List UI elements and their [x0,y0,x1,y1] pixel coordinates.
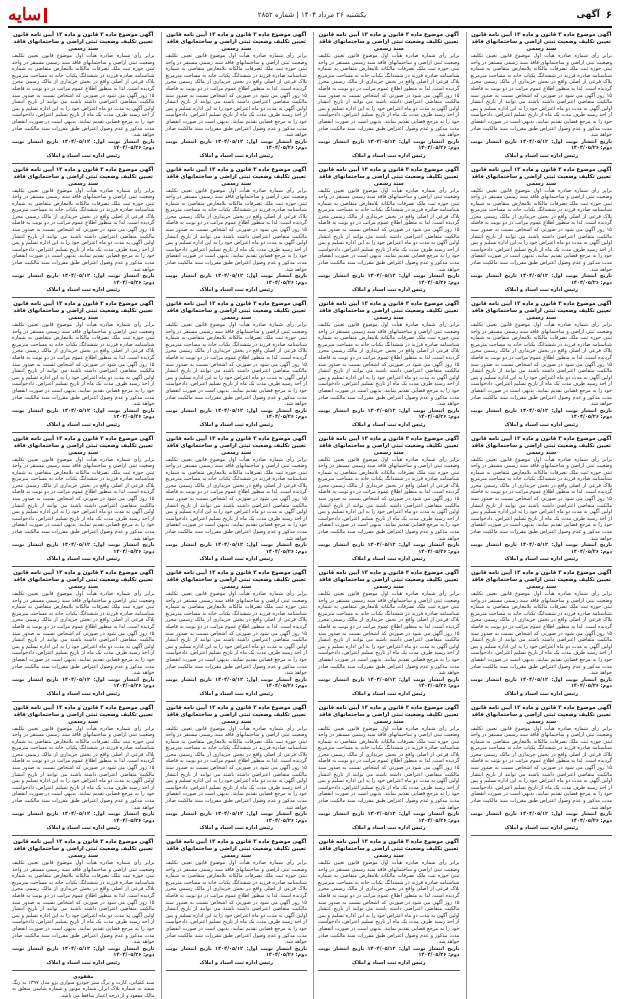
notice-signature: رئیس اداره ثبت اسناد و املاک [166,691,308,698]
notice-body: برابر رأی شماره صادره هیأت اول موضوع قانون تعیین تکلیف وضعیت ثبتی اراضی و ساختمانهای فاقد سند رسمی مستقر در واحد ثبتی حوزه ثبت ملک تصرفات مالکانه بلامعارض متقاضی به شماره شناسنامه صادره فرزند در ششدانگ یکباب خانه به مساحت مترمربع پلاک فرعی از اصلی واقع در بخش خریداری از مالک رسمی محرز گردیده است. لذا به منظور اطلاع عموم مراتب در دو نوبت به فاصله ۱۵ روز آگهی می شود در صورتی که اشخاص نسبت به صدور سند مالکیت متقاضی اعتراضی داشته باشند می توانند از تاریخ انتشار اولین آگهی به مدت دو ماه اعتراض خود را به این اداره تسلیم و پس از اخذ رسید ظرف مدت یک ماه از تاریخ تسلیم اعتراض، دادخواست خود را به مرجع قضایی تقدیم نمایند. بدیهی است در صورت انقضای مدت مذکور و عدم وصول اعتراض طبق مقررات سند مالکیت صادر خواهد شد. [12,726,155,812]
notice-dates: تاریخ انتشار نوبت اول: ۱۴۰۴/۰۵/۱۲ تاریخ انتشار نوبت دوم: ۱۴۰۴/۰۵/۲۶ [471,677,613,690]
notice-body: برابر رأی شماره صادره هیأت اول موضوع قانون تعیین تکلیف وضعیت ثبتی اراضی و ساختمانهای فاقد سند رسمی مستقر در واحد ثبتی حوزه ثبت ملک تصرفات مالکانه بلامعارض متقاضی به شماره شناسنامه صادره فرزند در ششدانگ یکباب خانه به مساحت مترمربع پلاک فرعی از اصلی واقع در بخش خریداری از مالک رسمی محرز گردیده است. لذا به منظور اطلاع عموم مراتب در دو نوبت به فاصله ۱۵ روز آگهی می شود در صورتی که اشخاص نسبت به صدور سند مالکیت متقاضی اعتراضی داشته باشند می توانند از تاریخ انتشار اولین آگهی به مدت دو ماه اعتراض خود را به این اداره تسلیم و پس از اخذ رسید ظرف مدت یک ماه از تاریخ تسلیم اعتراض، دادخواست خود را به مرجع قضایی تقدیم نمایند. بدیهی است در صورت انقضای مدت مذکور و عدم وصول اعتراض طبق مقررات سند مالکیت صادر خواهد شد. [12,860,155,946]
notice-dates: تاریخ انتشار نوبت اول: ۱۴۰۴/۰۵/۱۲ تاریخ انتشار نوبت دوم: ۱۴۰۴/۰۵/۲۶ [166,946,308,959]
logo [8,5,47,25]
notice-signature: رئیس اداره ثبت اسناد و املاک [166,287,308,294]
notice [12,32,155,164]
notice-title: آگهی موضوع ماده ۳ قانون و ماده ۱۳ آیین نامه قانون تعیین تکلیف وضعیت ثبتی اراضی و ساختمانهای فاقد سند رسمی [318,301,460,322]
notice-title: آگهی موضوع ماده ۳ قانون و ماده ۱۳ آیین نامه قانون تعیین تکلیف وضعیت ثبتی اراضی و ساختمانهای فاقد سند رسمی [166,705,308,726]
notice-dates: تاریخ انتشار نوبت اول: ۱۴۰۴/۰۵/۱۲ تاریخ انتشار نوبت دوم: ۱۴۰۴/۰۵/۲۶ [318,946,460,959]
notice-divider [471,163,613,164]
notice-title: آگهی موضوع ماده ۳ قانون و ماده ۱۳ آیین نامه قانون تعیین تکلیف وضعیت ثبتی اراضی و ساختمانهای فاقد سند رسمی [12,705,155,726]
notice-signature: رئیس اداره ثبت اسناد و املاک [166,153,308,160]
notice [318,32,460,164]
notice-dates: تاریخ انتشار نوبت اول: ۱۴۰۴/۰۵/۱۲ تاریخ انتشار نوبت دوم: ۱۴۰۴/۰۵/۲۶ [12,946,155,959]
notice-title: آگهی موضوع ماده ۳ قانون و ماده ۱۳ آیین نامه قانون تعیین تکلیف وضعیت ثبتی اراضی و ساختمانهای فاقد سند رسمی [166,32,308,53]
notice-signature: رئیس اداره ثبت اسناد و املاک [166,960,308,967]
notice-signature: رئیس اداره ثبت اسناد و املاک [471,556,613,563]
notice-dates: تاریخ انتشار نوبت اول: ۱۴۰۴/۰۵/۱۲ تاریخ انتشار نوبت دوم: ۱۴۰۴/۰۵/۲۶ [166,677,308,690]
notice-divider [166,835,308,836]
notice [12,301,155,433]
notice-title: آگهی موضوع ماده ۳ قانون و ماده ۱۳ آیین نامه قانون تعیین تکلیف وضعیت ثبتی اراضی و ساختمانهای فاقد سند رسمی [166,167,308,188]
notice [318,570,460,702]
notice-divider [166,701,308,702]
notice-divider [471,835,613,836]
notice-title: آگهی موضوع ماده ۳ قانون و ماده ۱۳ آیین نامه قانون تعیین تکلیف وضعیت ثبتی اراضی و ساختمانهای فاقد سند رسمی [471,570,613,591]
notice-dates: تاریخ انتشار نوبت اول: ۱۴۰۴/۰۵/۱۲ تاریخ انتشار نوبت دوم: ۱۴۰۴/۰۵/۲۶ [471,811,613,824]
notice-divider [318,970,460,971]
notice-body: برابر رأی شماره صادره هیأت اول موضوع قانون تعیین تکلیف وضعیت ثبتی اراضی و ساختمانهای فاقد سند رسمی مستقر در واحد ثبتی حوزه ثبت ملک تصرفات مالکانه بلامعارض متقاضی به شماره شناسنامه صادره فرزند در ششدانگ یکباب خانه به مساحت مترمربع پلاک فرعی از اصلی واقع در بخش خریداری از مالک رسمی محرز گردیده است. لذا به منظور اطلاع عموم مراتب در دو نوبت به فاصله ۱۵ روز آگهی می شود در صورتی که اشخاص نسبت به صدور سند مالکیت متقاضی اعتراضی داشته باشند می توانند از تاریخ انتشار اولین آگهی به مدت دو ماه اعتراض خود را به این اداره تسلیم و پس از اخذ رسید ظرف مدت یک ماه از تاریخ تسلیم اعتراض، دادخواست خود را به مرجع قضایی تقدیم نمایند. بدیهی است در صورت انقضای مدت مذکور و عدم وصول اعتراض طبق مقررات سند مالکیت صادر خواهد شد. [318,591,460,677]
notice [166,167,308,299]
notice-divider [318,566,460,567]
notice-body: برابر رأی شماره صادره هیأت اول موضوع قانون تعیین تکلیف وضعیت ثبتی اراضی و ساختمانهای فاقد سند رسمی مستقر در واحد ثبتی حوزه ثبت ملک تصرفات مالکانه بلامعارض متقاضی به شماره شناسنامه صادره فرزند در ششدانگ یکباب خانه به مساحت مترمربع پلاک فرعی از اصلی واقع در بخش خریداری از مالک رسمی محرز گردیده است. لذا به منظور اطلاع عموم مراتب در دو نوبت به فاصله ۱۵ روز آگهی می شود در صورتی که اشخاص نسبت به صدور سند مالکیت متقاضی اعتراضی داشته باشند می توانند از تاریخ انتشار اولین آگهی به مدت دو ماه اعتراض خود را به این اداره تسلیم و پس از اخذ رسید ظرف مدت یک ماه از تاریخ تسلیم اعتراض، دادخواست خود را به مرجع قضایی تقدیم نمایند. بدیهی است در صورت انقضای مدت مذکور و عدم وصول اعتراض طبق مقررات سند مالکیت صادر خواهد شد. [471,457,613,543]
notice-body: برابر رأی شماره صادره هیأت اول موضوع قانون تعیین تکلیف وضعیت ثبتی اراضی و ساختمانهای فاقد سند رسمی مستقر در واحد ثبتی حوزه ثبت ملک تصرفات مالکانه بلامعارض متقاضی به شماره شناسنامه صادره فرزند در ششدانگ یکباب خانه به مساحت مترمربع پلاک فرعی از اصلی واقع در بخش خریداری از مالک رسمی محرز گردیده است. لذا به منظور اطلاع عموم مراتب در دو نوبت به فاصله ۱۵ روز آگهی می شود در صورتی که اشخاص نسبت به صدور سند مالکیت متقاضی اعتراضی داشته باشند می توانند از تاریخ انتشار اولین آگهی به مدت دو ماه اعتراض خود را به این اداره تسلیم و پس از اخذ رسید ظرف مدت یک ماه از تاریخ تسلیم اعتراض، دادخواست خود را به مرجع قضایی تقدیم نمایند. بدیهی است در صورت انقضای مدت مذکور و عدم وصول اعتراض طبق مقررات سند مالکیت صادر خواهد شد. [318,322,460,408]
notice [166,839,308,971]
page-header [8,6,612,28]
notice-dates: تاریخ انتشار نوبت اول: ۱۴۰۴/۰۵/۱۲ تاریخ انتشار نوبت دوم: ۱۴۰۴/۰۵/۲۶ [166,139,308,152]
notice-body: برابر رأی شماره صادره هیأت اول موضوع قانون تعیین تکلیف وضعیت ثبتی اراضی و ساختمانهای فاقد سند رسمی مستقر در واحد ثبتی حوزه ثبت ملک تصرفات مالکانه بلامعارض متقاضی به شماره شناسنامه صادره فرزند در ششدانگ یکباب خانه به مساحت مترمربع پلاک فرعی از اصلی واقع در بخش خریداری از مالک رسمی محرز گردیده است. لذا به منظور اطلاع عموم مراتب در دو نوبت به فاصله ۱۵ روز آگهی می شود در صورتی که اشخاص نسبت به صدور سند مالکیت متقاضی اعتراضی داشته باشند می توانند از تاریخ انتشار اولین آگهی به مدت دو ماه اعتراض خود را به این اداره تسلیم و پس از اخذ رسید ظرف مدت یک ماه از تاریخ تسلیم اعتراض، دادخواست خود را به مرجع قضایی تقدیم نمایند. بدیهی است در صورت انقضای مدت مذکور و عدم وصول اعتراض طبق مقررات سند مالکیت صادر خواهد شد. [471,726,613,812]
notice-signature: رئیس اداره ثبت اسناد و املاک [12,153,155,160]
notice-body: برابر رأی شماره صادره هیأت اول موضوع قانون تعیین تکلیف وضعیت ثبتی اراضی و ساختمانهای فاقد سند رسمی مستقر در واحد ثبتی حوزه ثبت ملک تصرفات مالکانه بلامعارض متقاضی به شماره شناسنامه صادره فرزند در ششدانگ یکباب خانه به مساحت مترمربع پلاک فرعی از اصلی واقع در بخش خریداری از مالک رسمی محرز گردیده است. لذا به منظور اطلاع عموم مراتب در دو نوبت به فاصله ۱۵ روز آگهی می شود در صورتی که اشخاص نسبت به صدور سند مالکیت متقاضی اعتراضی داشته باشند می توانند از تاریخ انتشار اولین آگهی به مدت دو ماه اعتراض خود را به این اداره تسلیم و پس از اخذ رسید ظرف مدت یک ماه از تاریخ تسلیم اعتراض، دادخواست خود را به مرجع قضایی تقدیم نمایند. بدیهی است در صورت انقضای مدت مذکور و عدم وصول اعتراض طبق مقررات سند مالکیت صادر خواهد شد. [12,457,155,543]
notice-dates: تاریخ انتشار نوبت اول: ۱۴۰۴/۰۵/۱۲ تاریخ انتشار نوبت دوم: ۱۴۰۴/۰۵/۲۶ [12,811,155,824]
notice-dates: تاریخ انتشار نوبت اول: ۱۴۰۴/۰۵/۱۲ تاریخ انتشار نوبت دوم: ۱۴۰۴/۰۵/۲۶ [471,542,613,555]
notice-dates: تاریخ انتشار نوبت اول: ۱۴۰۴/۰۵/۱۲ تاریخ انتشار نوبت دوم: ۱۴۰۴/۰۵/۲۶ [471,408,613,421]
notice-signature: رئیس اداره ثبت اسناد و املاک [318,556,460,563]
notice [12,705,155,837]
notice-dates: تاریخ انتشار نوبت اول: ۱۴۰۴/۰۵/۱۲ تاریخ انتشار نوبت دوم: ۱۴۰۴/۰۵/۲۶ [166,542,308,555]
notice-body: برابر رأی شماره صادره هیأت اول موضوع قانون تعیین تکلیف وضعیت ثبتی اراضی و ساختمانهای فاقد سند رسمی مستقر در واحد ثبتی حوزه ثبت ملک تصرفات مالکانه بلامعارض متقاضی به شماره شناسنامه صادره فرزند در ششدانگ یکباب خانه به مساحت مترمربع پلاک فرعی از اصلی واقع در بخش خریداری از مالک رسمی محرز گردیده است. لذا به منظور اطلاع عموم مراتب در دو نوبت به فاصله ۱۵ روز آگهی می شود در صورتی که اشخاص نسبت به صدور سند مالکیت متقاضی اعتراضی داشته باشند می توانند از تاریخ انتشار اولین آگهی به مدت دو ماه اعتراض خود را به این اداره تسلیم و پس از اخذ رسید ظرف مدت یک ماه از تاریخ تسلیم اعتراض، دادخواست خود را به مرجع قضایی تقدیم نمایند. بدیهی است در صورت انقضای مدت مذکور و عدم وصول اعتراض طبق مقررات سند مالکیت صادر خواهد شد. [166,457,308,543]
notice-title: آگهی موضوع ماده ۳ قانون و ماده ۱۳ آیین نامه قانون تعیین تکلیف وضعیت ثبتی اراضی و ساختمانهای فاقد سند رسمی [318,436,460,457]
notice-dates: تاریخ انتشار نوبت اول: ۱۴۰۴/۰۵/۱۲ تاریخ انتشار نوبت دوم: ۱۴۰۴/۰۵/۲۶ [318,677,460,690]
notice [166,436,308,568]
notice [12,167,155,299]
notice-divider [12,163,155,164]
notice-divider [166,566,308,567]
page-number: ۶ [606,10,612,21]
notice-divider [471,566,613,567]
notice-title: آگهی موضوع ماده ۳ قانون و ماده ۱۳ آیین نامه قانون تعیین تکلیف وضعیت ثبتی اراضی و ساختمانهای فاقد سند رسمی [166,436,308,457]
notice-body: برابر رأی شماره صادره هیأت اول موضوع قانون تعیین تکلیف وضعیت ثبتی اراضی و ساختمانهای فاقد سند رسمی مستقر در واحد ثبتی حوزه ثبت ملک تصرفات مالکانه بلامعارض متقاضی به شماره شناسنامه صادره فرزند در ششدانگ یکباب خانه به مساحت مترمربع پلاک فرعی از اصلی واقع در بخش خریداری از مالک رسمی محرز گردیده است. لذا به منظور اطلاع عموم مراتب در دو نوبت به فاصله ۱۵ روز آگهی می شود در صورتی که اشخاص نسبت به صدور سند مالکیت متقاضی اعتراضی داشته باشند می توانند از تاریخ انتشار اولین آگهی به مدت دو ماه اعتراض خود را به این اداره تسلیم و پس از اخذ رسید ظرف مدت یک ماه از تاریخ تسلیم اعتراض، دادخواست خود را به مرجع قضایی تقدیم نمایند. بدیهی است در صورت انقضای مدت مذکور و عدم وصول اعتراض طبق مقررات سند مالکیت صادر خواهد شد. [12,53,155,139]
notice-dates: تاریخ انتشار نوبت اول: ۱۴۰۴/۰۵/۱۲ تاریخ انتشار نوبت دوم: ۱۴۰۴/۰۵/۲۶ [318,542,460,555]
notice [166,705,308,837]
notice-body: برابر رأی شماره صادره هیأت اول موضوع قانون تعیین تکلیف وضعیت ثبتی اراضی و ساختمانهای فاقد سند رسمی مستقر در واحد ثبتی حوزه ثبت ملک تصرفات مالکانه بلامعارض متقاضی به شماره شناسنامه صادره فرزند در ششدانگ یکباب خانه به مساحت مترمربع پلاک فرعی از اصلی واقع در بخش خریداری از مالک رسمی محرز گردیده است. لذا به منظور اطلاع عموم مراتب در دو نوبت به فاصله ۱۵ روز آگهی می شود در صورتی که اشخاص نسبت به صدور سند مالکیت متقاضی اعتراضی داشته باشند می توانند از تاریخ انتشار اولین آگهی به مدت دو ماه اعتراض خود را به این اداره تسلیم و پس از اخذ رسید ظرف مدت یک ماه از تاریخ تسلیم اعتراض، دادخواست خود را به مرجع قضایی تقدیم نمایند. بدیهی است در صورت انقضای مدت مذکور و عدم وصول اعتراض طبق مقررات سند مالکیت صادر خواهد شد. [12,591,155,677]
notice-divider [318,835,460,836]
notice-body: برابر رأی شماره صادره هیأت اول موضوع قانون تعیین تکلیف وضعیت ثبتی اراضی و ساختمانهای فاقد سند رسمی مستقر در واحد ثبتی حوزه ثبت ملک تصرفات مالکانه بلامعارض متقاضی به شماره شناسنامه صادره فرزند در ششدانگ یکباب خانه به مساحت مترمربع پلاک فرعی از اصلی واقع در بخش خریداری از مالک رسمی محرز گردیده است. لذا به منظور اطلاع عموم مراتب در دو نوبت به فاصله ۱۵ روز آگهی می شود در صورتی که اشخاص نسبت به صدور سند مالکیت متقاضی اعتراضی داشته باشند می توانند از تاریخ انتشار اولین آگهی به مدت دو ماه اعتراض خود را به این اداره تسلیم و پس از اخذ رسید ظرف مدت یک ماه از تاریخ تسلیم اعتراض، دادخواست خود را به مرجع قضایی تقدیم نمایند. بدیهی است در صورت انقضای مدت مذکور و عدم وصول اعتراض طبق مقررات سند مالکیت صادر خواهد شد. [471,188,613,274]
notice-body: برابر رأی شماره صادره هیأت اول موضوع قانون تعیین تکلیف وضعیت ثبتی اراضی و ساختمانهای فاقد سند رسمی مستقر در واحد ثبتی حوزه ثبت ملک تصرفات مالکانه بلامعارض متقاضی به شماره شناسنامه صادره فرزند در ششدانگ یکباب خانه به مساحت مترمربع پلاک فرعی از اصلی واقع در بخش خریداری از مالک رسمی محرز گردیده است. لذا به منظور اطلاع عموم مراتب در دو نوبت به فاصله ۱۵ روز آگهی می شود در صورتی که اشخاص نسبت به صدور سند مالکیت متقاضی اعتراضی داشته باشند می توانند از تاریخ انتشار اولین آگهی به مدت دو ماه اعتراض خود را به این اداره تسلیم و پس از اخذ رسید ظرف مدت یک ماه از تاریخ تسلیم اعتراض، دادخواست خود را به مرجع قضایی تقدیم نمایند. بدیهی است در صورت انقضای مدت مذکور و عدم وصول اعتراض طبق مقررات سند مالکیت صادر خواهد شد. [471,591,613,677]
notice-body: برابر رأی شماره صادره هیأت اول موضوع قانون تعیین تکلیف وضعیت ثبتی اراضی و ساختمانهای فاقد سند رسمی مستقر در واحد ثبتی حوزه ثبت ملک تصرفات مالکانه بلامعارض متقاضی به شماره شناسنامه صادره فرزند در ششدانگ یکباب خانه به مساحت مترمربع پلاک فرعی از اصلی واقع در بخش خریداری از مالک رسمی محرز گردیده است. لذا به منظور اطلاع عموم مراتب در دو نوبت به فاصله ۱۵ روز آگهی می شود در صورتی که اشخاص نسبت به صدور سند مالکیت متقاضی اعتراضی داشته باشند می توانند از تاریخ انتشار اولین آگهی به مدت دو ماه اعتراض خود را به این اداره تسلیم و پس از اخذ رسید ظرف مدت یک ماه از تاریخ تسلیم اعتراض، دادخواست خود را به مرجع قضایی تقدیم نمایند. بدیهی است در صورت انقضای مدت مذکور و عدم وصول اعتراض طبق مقررات سند مالکیت صادر خواهد شد. [166,860,308,946]
notice [318,301,460,433]
notice-signature: رئیس اداره ثبت اسناد و املاک [318,287,460,294]
notice-divider [166,970,308,971]
notice [471,301,613,433]
notice-signature: رئیس اداره ثبت اسناد و املاک [166,825,308,832]
notice-title: آگهی موضوع ماده ۳ قانون و ماده ۱۳ آیین نامه قانون تعیین تکلیف وضعیت ثبتی اراضی و ساختمانهای فاقد سند رسمی [12,301,155,322]
header-section [577,10,612,21]
notice [166,32,308,164]
notice-signature: رئیس اداره ثبت اسناد و املاک [471,287,613,294]
notice-title: آگهی موضوع ماده ۳ قانون و ماده ۱۳ آیین نامه قانون تعیین تکلیف وضعیت ثبتی اراضی و ساختمانهای فاقد سند رسمی [318,570,460,591]
notice-signature: رئیس اداره ثبت اسناد و املاک [471,422,613,429]
notice-title: آگهی موضوع ماده ۳ قانون و ماده ۱۳ آیین نامه قانون تعیین تکلیف وضعیت ثبتی اراضی و ساختمانهای فاقد سند رسمی [471,705,613,726]
notice-columns [8,32,612,952]
notice [471,705,613,837]
notice-signature: رئیس اداره ثبت اسناد و املاک [318,825,460,832]
notice-dates: تاریخ انتشار نوبت اول: ۱۴۰۴/۰۵/۱۲ تاریخ انتشار نوبت دوم: ۱۴۰۴/۰۵/۲۶ [12,542,155,555]
column-4 [8,32,155,999]
notice-signature: رئیس اداره ثبت اسناد و املاک [12,691,155,698]
column-2 [313,32,460,999]
notice [166,301,308,433]
notice-signature: رئیس اداره ثبت اسناد و املاک [166,556,308,563]
notice-dates: تاریخ انتشار نوبت اول: ۱۴۰۴/۰۵/۱۲ تاریخ انتشار نوبت دوم: ۱۴۰۴/۰۵/۲۶ [166,273,308,286]
notice-body: برابر رأی شماره صادره هیأت اول موضوع قانون تعیین تکلیف وضعیت ثبتی اراضی و ساختمانهای فاقد سند رسمی مستقر در واحد ثبتی حوزه ثبت ملک تصرفات مالکانه بلامعارض متقاضی به شماره شناسنامه صادره فرزند در ششدانگ یکباب خانه به مساحت مترمربع پلاک فرعی از اصلی واقع در بخش خریداری از مالک رسمی محرز گردیده است. لذا به منظور اطلاع عموم مراتب در دو نوبت به فاصله ۱۵ روز آگهی می شود در صورتی که اشخاص نسبت به صدور سند مالکیت متقاضی اعتراضی داشته باشند می توانند از تاریخ انتشار اولین آگهی به مدت دو ماه اعتراض خود را به این اداره تسلیم و پس از اخذ رسید ظرف مدت یک ماه از تاریخ تسلیم اعتراض، دادخواست خود را به مرجع قضایی تقدیم نمایند. بدیهی است در صورت انقضای مدت مذکور و عدم وصول اعتراض طبق مقررات سند مالکیت صادر خواهد شد. [166,322,308,408]
notice-title: آگهی موضوع ماده ۳ قانون و ماده ۱۳ آیین نامه قانون تعیین تکلیف وضعیت ثبتی اراضی و ساختمانهای فاقد سند رسمی [12,167,155,188]
notice-divider [318,701,460,702]
notice-title: آگهی موضوع ماده ۳ قانون و ماده ۱۳ آیین نامه قانون تعیین تکلیف وضعیت ثبتی اراضی و ساختمانهای فاقد سند رسمی [12,32,155,53]
notice-body: برابر رأی شماره صادره هیأت اول موضوع قانون تعیین تکلیف وضعیت ثبتی اراضی و ساختمانهای فاقد سند رسمی مستقر در واحد ثبتی حوزه ثبت ملک تصرفات مالکانه بلامعارض متقاضی به شماره شناسنامه صادره فرزند در ششدانگ یکباب خانه به مساحت مترمربع پلاک فرعی از اصلی واقع در بخش خریداری از مالک رسمی محرز گردیده است. لذا به منظور اطلاع عموم مراتب در دو نوبت به فاصله ۱۵ روز آگهی می شود در صورتی که اشخاص نسبت به صدور سند مالکیت متقاضی اعتراضی داشته باشند می توانند از تاریخ انتشار اولین آگهی به مدت دو ماه اعتراض خود را به این اداره تسلیم و پس از اخذ رسید ظرف مدت یک ماه از تاریخ تسلیم اعتراض، دادخواست خود را به مرجع قضایی تقدیم نمایند. بدیهی است در صورت انقضای مدت مذکور و عدم وصول اعتراض طبق مقررات سند مالکیت صادر خواهد شد. [166,53,308,139]
notice-divider [166,163,308,164]
notice-signature: رئیس اداره ثبت اسناد و املاک [318,691,460,698]
column-3 [161,32,308,999]
notice [318,436,460,568]
notice-dates: تاریخ انتشار نوبت اول: ۱۴۰۴/۰۵/۱۲ تاریخ انتشار نوبت دوم: ۱۴۰۴/۰۵/۲۶ [318,139,460,152]
notice-body: برابر رأی شماره صادره هیأت اول موضوع قانون تعیین تکلیف وضعیت ثبتی اراضی و ساختمانهای فاقد سند رسمی مستقر در واحد ثبتی حوزه ثبت ملک تصرفات مالکانه بلامعارض متقاضی به شماره شناسنامه صادره فرزند در ششدانگ یکباب خانه به مساحت مترمربع پلاک فرعی از اصلی واقع در بخش خریداری از مالک رسمی محرز گردیده است. لذا به منظور اطلاع عموم مراتب در دو نوبت به فاصله ۱۵ روز آگهی می شود در صورتی که اشخاص نسبت به صدور سند مالکیت متقاضی اعتراضی داشته باشند می توانند از تاریخ انتشار اولین آگهی به مدت دو ماه اعتراض خود را به این اداره تسلیم و پس از اخذ رسید ظرف مدت یک ماه از تاریخ تسلیم اعتراض، دادخواست خود را به مرجع قضایی تقدیم نمایند. بدیهی است در صورت انقضای مدت مذکور و عدم وصول اعتراض طبق مقررات سند مالکیت صادر خواهد شد. [471,322,613,408]
notice-title: آگهی موضوع ماده ۳ قانون و ماده ۱۳ آیین نامه قانون تعیین تکلیف وضعیت ثبتی اراضی و ساختمانهای فاقد سند رسمی [318,167,460,188]
notice [471,436,613,568]
notice-divider [12,701,155,702]
notice-signature: رئیس اداره ثبت اسناد و املاک [12,556,155,563]
notice-signature: رئیس اداره ثبت اسناد و املاک [471,825,613,832]
notice-signature: رئیس اداره ثبت اسناد و املاک [318,960,460,967]
notice-title: آگهی موضوع ماده ۳ قانون و ماده ۱۳ آیین نامه قانون تعیین تکلیف وضعیت ثبتی اراضی و ساختمانهای فاقد سند رسمی [318,32,460,53]
notice-divider [471,432,613,433]
issue-line: یکشنبه ۲۶ مرداد ۱۴۰۴ | شماره ۲۸۵۲ [258,11,366,19]
notice-divider [471,701,613,702]
notice [318,705,460,837]
notice-divider [318,297,460,298]
notice-body: برابر رأی شماره صادره هیأت اول موضوع قانون تعیین تکلیف وضعیت ثبتی اراضی و ساختمانهای فاقد سند رسمی مستقر در واحد ثبتی حوزه ثبت ملک تصرفات مالکانه بلامعارض متقاضی به شماره شناسنامه صادره فرزند در ششدانگ یکباب خانه به مساحت مترمربع پلاک فرعی از اصلی واقع در بخش خریداری از مالک رسمی محرز گردیده است. لذا به منظور اطلاع عموم مراتب در دو نوبت به فاصله ۱۵ روز آگهی می شود در صورتی که اشخاص نسبت به صدور سند مالکیت متقاضی اعتراضی داشته باشند می توانند از تاریخ انتشار اولین آگهی به مدت دو ماه اعتراض خود را به این اداره تسلیم و پس از اخذ رسید ظرف مدت یک ماه از تاریخ تسلیم اعتراض، دادخواست خود را به مرجع قضایی تقدیم نمایند. بدیهی است در صورت انقضای مدت مذکور و عدم وصول اعتراض طبق مقررات سند مالکیت صادر خواهد شد. [166,591,308,677]
lost-notice-title: مفقودی [12,974,155,980]
notice-title: آگهی موضوع ماده ۳ قانون و ماده ۱۳ آیین نامه قانون تعیین تکلیف وضعیت ثبتی اراضی و ساختمانهای فاقد سند رسمی [12,436,155,457]
notice-divider [166,432,308,433]
notice [471,167,613,299]
notice-dates: تاریخ انتشار نوبت اول: ۱۴۰۴/۰۵/۱۲ تاریخ انتشار نوبت دوم: ۱۴۰۴/۰۵/۲۶ [471,273,613,286]
notice-signature: رئیس اداره ثبت اسناد و املاک [12,825,155,832]
notice-divider [12,297,155,298]
notice-divider [12,835,155,836]
notice [12,570,155,702]
notice-divider [318,432,460,433]
notice-body: برابر رأی شماره صادره هیأت اول موضوع قانون تعیین تکلیف وضعیت ثبتی اراضی و ساختمانهای فاقد سند رسمی مستقر در واحد ثبتی حوزه ثبت ملک تصرفات مالکانه بلامعارض متقاضی به شماره شناسنامه صادره فرزند در ششدانگ یکباب خانه به مساحت مترمربع پلاک فرعی از اصلی واقع در بخش خریداری از مالک رسمی محرز گردیده است. لذا به منظور اطلاع عموم مراتب در دو نوبت به فاصله ۱۵ روز آگهی می شود در صورتی که اشخاص نسبت به صدور سند مالکیت متقاضی اعتراضی داشته باشند می توانند از تاریخ انتشار اولین آگهی به مدت دو ماه اعتراض خود را به این اداره تسلیم و پس از اخذ رسید ظرف مدت یک ماه از تاریخ تسلیم اعتراض، دادخواست خود را به مرجع قضایی تقدیم نمایند. بدیهی است در صورت انقضای مدت مذکور و عدم وصول اعتراض طبق مقررات سند مالکیت صادر خواهد شد. [166,726,308,812]
column-1 [466,32,613,999]
notice-divider [471,297,613,298]
notice-dates: تاریخ انتشار نوبت اول: ۱۴۰۴/۰۵/۱۲ تاریخ انتشار نوبت دوم: ۱۴۰۴/۰۵/۲۶ [318,408,460,421]
notice-dates: تاریخ انتشار نوبت اول: ۱۴۰۴/۰۵/۱۲ تاریخ انتشار نوبت دوم: ۱۴۰۴/۰۵/۲۶ [471,139,613,152]
notice-signature: رئیس اداره ثبت اسناد و املاک [12,287,155,294]
notice-signature: رئیس اداره ثبت اسناد و املاک [318,422,460,429]
notice-signature: رئیس اداره ثبت اسناد و املاک [12,960,155,967]
footer-slot [12,974,155,999]
notice-body: برابر رأی شماره صادره هیأت اول موضوع قانون تعیین تکلیف وضعیت ثبتی اراضی و ساختمانهای فاقد سند رسمی مستقر در واحد ثبتی حوزه ثبت ملک تصرفات مالکانه بلامعارض متقاضی به شماره شناسنامه صادره فرزند در ششدانگ یکباب خانه به مساحت مترمربع پلاک فرعی از اصلی واقع در بخش خریداری از مالک رسمی محرز گردیده است. لذا به منظور اطلاع عموم مراتب در دو نوبت به فاصله ۱۵ روز آگهی می شود در صورتی که اشخاص نسبت به صدور سند مالکیت متقاضی اعتراضی داشته باشند می توانند از تاریخ انتشار اولین آگهی به مدت دو ماه اعتراض خود را به این اداره تسلیم و پس از اخذ رسید ظرف مدت یک ماه از تاریخ تسلیم اعتراض، دادخواست خود را به مرجع قضایی تقدیم نمایند. بدیهی است در صورت انقضای مدت مذکور و عدم وصول اعتراض طبق مقررات سند مالکیت صادر خواهد شد. [318,726,460,812]
notice [471,570,613,702]
notice-title: آگهی موضوع ماده ۳ قانون و ماده ۱۳ آیین نامه قانون تعیین تکلیف وضعیت ثبتی اراضی و ساختمانهای فاقد سند رسمی [166,839,308,860]
section-name: آگهی [577,10,600,20]
lost-notice-body: سند کمپانی، کارت و برگ سبز خودرو سواری پژو مدل ۱۳۹۷ به رنگ سفید به شماره پلاک ایران شماره موتور و شماره شاسی متعلق به مالک مفقود و از درجه اعتبار ساقط می باشد. [12,980,155,999]
notice-signature: رئیس اداره ثبت اسناد و املاک [12,422,155,429]
notice-body: برابر رأی شماره صادره هیأت اول موضوع قانون تعیین تکلیف وضعیت ثبتی اراضی و ساختمانهای فاقد سند رسمی مستقر در واحد ثبتی حوزه ثبت ملک تصرفات مالکانه بلامعارض متقاضی به شماره شناسنامه صادره فرزند در ششدانگ یکباب خانه به مساحت مترمربع پلاک فرعی از اصلی واقع در بخش خریداری از مالک رسمی محرز گردیده است. لذا به منظور اطلاع عموم مراتب در دو نوبت به فاصله ۱۵ روز آگهی می شود در صورتی که اشخاص نسبت به صدور سند مالکیت متقاضی اعتراضی داشته باشند می توانند از تاریخ انتشار اولین آگهی به مدت دو ماه اعتراض خود را به این اداره تسلیم و پس از اخذ رسید ظرف مدت یک ماه از تاریخ تسلیم اعتراض، دادخواست خود را به مرجع قضایی تقدیم نمایند. بدیهی است در صورت انقضای مدت مذکور و عدم وصول اعتراض طبق مقررات سند مالکیت صادر خواهد شد. [318,860,460,946]
notice-dates: تاریخ انتشار نوبت اول: ۱۴۰۴/۰۵/۱۲ تاریخ انتشار نوبت دوم: ۱۴۰۴/۰۵/۲۶ [12,273,155,286]
logo-bar-icon [44,8,47,23]
notice [318,167,460,299]
notice-title: آگهی موضوع ماده ۳ قانون و ماده ۱۳ آیین نامه قانون تعیین تکلیف وضعیت ثبتی اراضی و ساختمانهای فاقد سند رسمی [12,570,155,591]
notice-divider [12,432,155,433]
notice-body: برابر رأی شماره صادره هیأت اول موضوع قانون تعیین تکلیف وضعیت ثبتی اراضی و ساختمانهای فاقد سند رسمی مستقر در واحد ثبتی حوزه ثبت ملک تصرفات مالکانه بلامعارض متقاضی به شماره شناسنامه صادره فرزند در ششدانگ یکباب خانه به مساحت مترمربع پلاک فرعی از اصلی واقع در بخش خریداری از مالک رسمی محرز گردیده است. لذا به منظور اطلاع عموم مراتب در دو نوبت به فاصله ۱۵ روز آگهی می شود در صورتی که اشخاص نسبت به صدور سند مالکیت متقاضی اعتراضی داشته باشند می توانند از تاریخ انتشار اولین آگهی به مدت دو ماه اعتراض خود را به این اداره تسلیم و پس از اخذ رسید ظرف مدت یک ماه از تاریخ تسلیم اعتراض، دادخواست خود را به مرجع قضایی تقدیم نمایند. بدیهی است در صورت انقضای مدت مذکور و عدم وصول اعتراض طبق مقررات سند مالکیت صادر خواهد شد. [318,53,460,139]
notice-title: آگهی موضوع ماده ۳ قانون و ماده ۱۳ آیین نامه قانون تعیین تکلیف وضعیت ثبتی اراضی و ساختمانهای فاقد سند رسمی [471,436,613,457]
notice-title: آگهی موضوع ماده ۳ قانون و ماده ۱۳ آیین نامه قانون تعیین تکلیف وضعیت ثبتی اراضی و ساختمانهای فاقد سند رسمی [471,301,613,322]
notice [318,839,460,971]
notice-body: برابر رأی شماره صادره هیأت اول موضوع قانون تعیین تکلیف وضعیت ثبتی اراضی و ساختمانهای فاقد سند رسمی مستقر در واحد ثبتی حوزه ثبت ملک تصرفات مالکانه بلامعارض متقاضی به شماره شناسنامه صادره فرزند در ششدانگ یکباب خانه به مساحت مترمربع پلاک فرعی از اصلی واقع در بخش خریداری از مالک رسمی محرز گردیده است. لذا به منظور اطلاع عموم مراتب در دو نوبت به فاصله ۱۵ روز آگهی می شود در صورتی که اشخاص نسبت به صدور سند مالکیت متقاضی اعتراضی داشته باشند می توانند از تاریخ انتشار اولین آگهی به مدت دو ماه اعتراض خود را به این اداره تسلیم و پس از اخذ رسید ظرف مدت یک ماه از تاریخ تسلیم اعتراض، دادخواست خود را به مرجع قضایی تقدیم نمایند. بدیهی است در صورت انقضای مدت مذکور و عدم وصول اعتراض طبق مقررات سند مالکیت صادر خواهد شد. [318,188,460,274]
notice-title: آگهی موضوع ماده ۳ قانون و ماده ۱۳ آیین نامه قانون تعیین تکلیف وضعیت ثبتی اراضی و ساختمانهای فاقد سند رسمی [471,167,613,188]
notice-dates: تاریخ انتشار نوبت اول: ۱۴۰۴/۰۵/۱۲ تاریخ انتشار نوبت دوم: ۱۴۰۴/۰۵/۲۶ [12,677,155,690]
notice-body: برابر رأی شماره صادره هیأت اول موضوع قانون تعیین تکلیف وضعیت ثبتی اراضی و ساختمانهای فاقد سند رسمی مستقر در واحد ثبتی حوزه ثبت ملک تصرفات مالکانه بلامعارض متقاضی به شماره شناسنامه صادره فرزند در ششدانگ یکباب خانه به مساحت مترمربع پلاک فرعی از اصلی واقع در بخش خریداری از مالک رسمی محرز گردیده است. لذا به منظور اطلاع عموم مراتب در دو نوبت به فاصله ۱۵ روز آگهی می شود در صورتی که اشخاص نسبت به صدور سند مالکیت متقاضی اعتراضی داشته باشند می توانند از تاریخ انتشار اولین آگهی به مدت دو ماه اعتراض خود را به این اداره تسلیم و پس از اخذ رسید ظرف مدت یک ماه از تاریخ تسلیم اعتراض، دادخواست خود را به مرجع قضایی تقدیم نمایند. بدیهی است در صورت انقضای مدت مذکور و عدم وصول اعتراض طبق مقررات سند مالکیت صادر خواهد شد. [318,457,460,543]
notice [166,570,308,702]
notice-title: آگهی موضوع ماده ۳ قانون و ماده ۱۳ آیین نامه قانون تعیین تکلیف وضعیت ثبتی اراضی و ساختمانهای فاقد سند رسمی [318,705,460,726]
notice-dates: تاریخ انتشار نوبت اول: ۱۴۰۴/۰۵/۱۲ تاریخ انتشار نوبت دوم: ۱۴۰۴/۰۵/۲۶ [166,408,308,421]
notice-divider [12,566,155,567]
notice-dates: تاریخ انتشار نوبت اول: ۱۴۰۴/۰۵/۱۲ تاریخ انتشار نوبت دوم: ۱۴۰۴/۰۵/۲۶ [318,273,460,286]
notice-divider [166,297,308,298]
notice-body: برابر رأی شماره صادره هیأت اول موضوع قانون تعیین تکلیف وضعیت ثبتی اراضی و ساختمانهای فاقد سند رسمی مستقر در واحد ثبتی حوزه ثبت ملک تصرفات مالکانه بلامعارض متقاضی به شماره شناسنامه صادره فرزند در ششدانگ یکباب خانه به مساحت مترمربع پلاک فرعی از اصلی واقع در بخش خریداری از مالک رسمی محرز گردیده است. لذا به منظور اطلاع عموم مراتب در دو نوبت به فاصله ۱۵ روز آگهی می شود در صورتی که اشخاص نسبت به صدور سند مالکیت متقاضی اعتراضی داشته باشند می توانند از تاریخ انتشار اولین آگهی به مدت دو ماه اعتراض خود را به این اداره تسلیم و پس از اخذ رسید ظرف مدت یک ماه از تاریخ تسلیم اعتراض، دادخواست خود را به مرجع قضایی تقدیم نمایند. بدیهی است در صورت انقضای مدت مذکور و عدم وصول اعتراض طبق مقررات سند مالکیت صادر خواهد شد. [471,53,613,139]
notice-title: آگهی موضوع ماده ۳ قانون و ماده ۱۳ آیین نامه قانون تعیین تکلیف وضعیت ثبتی اراضی و ساختمانهای فاقد سند رسمی [471,32,613,53]
logo-text: سایه [8,5,41,25]
notice-dates: تاریخ انتشار نوبت اول: ۱۴۰۴/۰۵/۱۲ تاریخ انتشار نوبت دوم: ۱۴۰۴/۰۵/۲۶ [12,408,155,421]
notice-body: برابر رأی شماره صادره هیأت اول موضوع قانون تعیین تکلیف وضعیت ثبتی اراضی و ساختمانهای فاقد سند رسمی مستقر در واحد ثبتی حوزه ثبت ملک تصرفات مالکانه بلامعارض متقاضی به شماره شناسنامه صادره فرزند در ششدانگ یکباب خانه به مساحت مترمربع پلاک فرعی از اصلی واقع در بخش خریداری از مالک رسمی محرز گردیده است. لذا به منظور اطلاع عموم مراتب در دو نوبت به فاصله ۱۵ روز آگهی می شود در صورتی که اشخاص نسبت به صدور سند مالکیت متقاضی اعتراضی داشته باشند می توانند از تاریخ انتشار اولین آگهی به مدت دو ماه اعتراض خود را به این اداره تسلیم و پس از اخذ رسید ظرف مدت یک ماه از تاریخ تسلیم اعتراض، دادخواست خود را به مرجع قضایی تقدیم نمایند. بدیهی است در صورت انقضای مدت مذکور و عدم وصول اعتراض طبق مقررات سند مالکیت صادر خواهد شد. [166,188,308,274]
notice-signature: رئیس اداره ثبت اسناد و املاک [471,691,613,698]
notice-dates: تاریخ انتشار نوبت اول: ۱۴۰۴/۰۵/۱۲ تاریخ انتشار نوبت دوم: ۱۴۰۴/۰۵/۲۶ [12,139,155,152]
notice-title: آگهی موضوع ماده ۳ قانون و ماده ۱۳ آیین نامه قانون تعیین تکلیف وضعیت ثبتی اراضی و ساختمانهای فاقد سند رسمی [166,570,308,591]
notice-signature: رئیس اداره ثبت اسناد و املاک [471,153,613,160]
notice-title: آگهی موضوع ماده ۳ قانون و ماده ۱۳ آیین نامه قانون تعیین تکلیف وضعیت ثبتی اراضی و ساختمانهای فاقد سند رسمی [12,839,155,860]
notice-dates: تاریخ انتشار نوبت اول: ۱۴۰۴/۰۵/۱۲ تاریخ انتشار نوبت دوم: ۱۴۰۴/۰۵/۲۶ [166,811,308,824]
notice [12,839,155,971]
notice [471,32,613,164]
notice-divider [318,163,460,164]
notice-title: آگهی موضوع ماده ۳ قانون و ماده ۱۳ آیین نامه قانون تعیین تکلیف وضعیت ثبتی اراضی و ساختمانهای فاقد سند رسمی [318,839,460,860]
notice-divider [12,970,155,971]
notice-signature: رئیس اداره ثبت اسناد و املاک [318,153,460,160]
notice-dates: تاریخ انتشار نوبت اول: ۱۴۰۴/۰۵/۱۲ تاریخ انتشار نوبت دوم: ۱۴۰۴/۰۵/۲۶ [318,811,460,824]
notice-body: برابر رأی شماره صادره هیأت اول موضوع قانون تعیین تکلیف وضعیت ثبتی اراضی و ساختمانهای فاقد سند رسمی مستقر در واحد ثبتی حوزه ثبت ملک تصرفات مالکانه بلامعارض متقاضی به شماره شناسنامه صادره فرزند در ششدانگ یکباب خانه به مساحت مترمربع پلاک فرعی از اصلی واقع در بخش خریداری از مالک رسمی محرز گردیده است. لذا به منظور اطلاع عموم مراتب در دو نوبت به فاصله ۱۵ روز آگهی می شود در صورتی که اشخاص نسبت به صدور سند مالکیت متقاضی اعتراضی داشته باشند می توانند از تاریخ انتشار اولین آگهی به مدت دو ماه اعتراض خود را به این اداره تسلیم و پس از اخذ رسید ظرف مدت یک ماه از تاریخ تسلیم اعتراض، دادخواست خود را به مرجع قضایی تقدیم نمایند. بدیهی است در صورت انقضای مدت مذکور و عدم وصول اعتراض طبق مقررات سند مالکیت صادر خواهد شد. [12,188,155,274]
notice-title: آگهی موضوع ماده ۳ قانون و ماده ۱۳ آیین نامه قانون تعیین تکلیف وضعیت ثبتی اراضی و ساختمانهای فاقد سند رسمی [166,301,308,322]
notice-signature: رئیس اداره ثبت اسناد و املاک [166,422,308,429]
notice [12,436,155,568]
notice-body: برابر رأی شماره صادره هیأت اول موضوع قانون تعیین تکلیف وضعیت ثبتی اراضی و ساختمانهای فاقد سند رسمی مستقر در واحد ثبتی حوزه ثبت ملک تصرفات مالکانه بلامعارض متقاضی به شماره شناسنامه صادره فرزند در ششدانگ یکباب خانه به مساحت مترمربع پلاک فرعی از اصلی واقع در بخش خریداری از مالک رسمی محرز گردیده است. لذا به منظور اطلاع عموم مراتب در دو نوبت به فاصله ۱۵ روز آگهی می شود در صورتی که اشخاص نسبت به صدور سند مالکیت متقاضی اعتراضی داشته باشند می توانند از تاریخ انتشار اولین آگهی به مدت دو ماه اعتراض خود را به این اداره تسلیم و پس از اخذ رسید ظرف مدت یک ماه از تاریخ تسلیم اعتراض، دادخواست خود را به مرجع قضایی تقدیم نمایند. بدیهی است در صورت انقضای مدت مذکور و عدم وصول اعتراض طبق مقررات سند مالکیت صادر خواهد شد. [12,322,155,408]
